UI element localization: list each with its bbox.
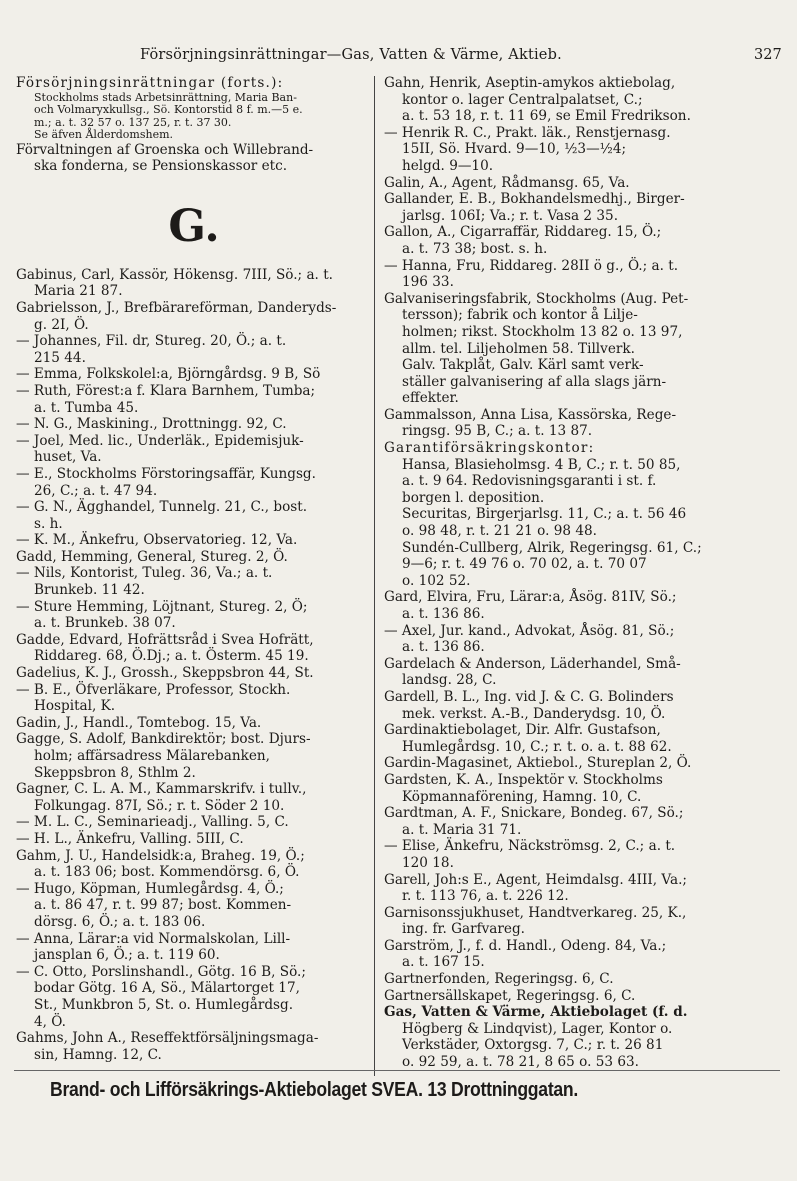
directory-line: s. h. (34, 515, 63, 532)
directory-line: ing. fr. Garfvareg. (402, 921, 525, 938)
directory-line: mek. verkst. A.-B., Danderydsg. 10, Ö. (402, 705, 666, 722)
directory-line: Securitas, Birgerjarlsg. 11, C.; a. t. 56 46 (402, 506, 687, 523)
directory-line: Gard, Elvira, Fru, Lärar:a, Åsög. 81IV, Sö.; (384, 589, 677, 606)
page-number: 327 (754, 47, 782, 63)
directory-line: St., Munkbron 5, St. o. Humlegårdsg. (34, 996, 294, 1013)
footer-advertisement: Brand- och Lifförsäkrings-Aktiebolaget SVEA. 13 Drottninggatan. (50, 1079, 579, 1101)
directory-line: — Anna, Lärar:a vid Normalskolan, Lill- (16, 930, 291, 947)
directory-line: helgd. 9—10. (402, 157, 494, 174)
directory-line: 4, Ö. (34, 1013, 66, 1030)
directory-line: g. 2I, Ö. (34, 316, 89, 333)
directory-line: holmen; rikst. Stockholm 13 82 o. 13 97, (402, 323, 683, 340)
directory-line: huset, Va. (34, 449, 102, 466)
directory-line: Högberg & Lindqvist), Lager, Kontor o. (402, 1020, 673, 1037)
directory-line: Gagner, C. L. A. M., Kammarskrifv. i tullv., (16, 781, 307, 798)
directory-line: — H. L., Änkefru, Valling. 5III, C. (16, 830, 244, 847)
directory-line: — B. E., Öfverläkare, Professor, Stockh. (16, 681, 291, 698)
directory-line: — Ruth, Förest:a f. Klara Barnhem, Tumba; (16, 382, 316, 399)
directory-line: a. t. Maria 31 71. (402, 821, 522, 838)
directory-line: jansplan 6, Ö.; a. t. 119 60. (34, 947, 220, 964)
directory-line: — Hanna, Fru, Riddareg. 28II ö g., Ö.; a. t. (384, 257, 679, 274)
directory-line: Köpmannaförening, Hamng. 10, C. (402, 788, 642, 805)
directory-line: o. 98 48, r. t. 21 21 o. 98 48. (402, 523, 597, 540)
directory-line: Galv. Takplåt, Galv. Kärl samt verk- (402, 357, 644, 374)
directory-line: Hospital, K. (34, 698, 116, 715)
directory-line: Garell, Joh:s E., Agent, Heimdalsg. 4III, Va.; (384, 871, 688, 888)
directory-line: G. (168, 200, 220, 252)
directory-line: Brunkeb. 11 42. (34, 582, 145, 599)
directory-line: Skeppsbron 8, Sthlm 2. (34, 764, 196, 781)
directory-line: holm; affärsadress Mälarebanken, (34, 748, 270, 764)
directory-line: — K. M., Änkefru, Observatorieg. 12, Va. (16, 532, 298, 549)
directory-line: a. t. 9 64. Redovisningsgaranti i st. f. (402, 473, 657, 490)
directory-line: — Axel, Jur. kand., Advokat, Åsög. 81, Sö.; (384, 622, 675, 639)
directory-line: Gadelius, K. J., Grossh., Skeppsbron 44, St. (16, 665, 314, 682)
directory-line: Gardinaktiebolaget, Dir. Alfr. Gustafson, (384, 722, 661, 739)
directory-line: Gartnerfonden, Regeringsg. 6, C. (384, 971, 614, 988)
directory-line: dörsg. 6, Ö.; a. t. 183 06. (34, 913, 206, 930)
directory-line: ställer galvanisering af alla slags järn- (402, 373, 667, 390)
directory-line: o. 92 59, a. t. 78 21, 8 65 o. 53 63. (402, 1054, 639, 1071)
directory-line: och Volmaryxkullsg., Sö. Kontorstid 8 f. m.—5 e. (34, 103, 303, 117)
directory-line: Gardin-Magasinet, Aktiebol., Stureplan 2, Ö. (384, 755, 692, 772)
directory-line: Garantiförsäkringskontor: (384, 440, 595, 457)
running-header: Försörjningsinrättningar—Gas, Vatten & Värme, Aktieb. (140, 47, 562, 63)
directory-line: Gabrielsson, J., Brefbärareförman, Danderyds- (16, 299, 337, 316)
directory-line: — G. N., Ägghandel, Tunnelg. 21, C., bost. (16, 499, 308, 516)
directory-line: Se äfven Ålderdomshem. (34, 128, 174, 142)
directory-line: borgen l. deposition. (402, 489, 545, 506)
directory-line: 15II, Sö. Hvard. 9—10, ½3—½4; (402, 141, 627, 158)
directory-line: — Nils, Kontorist, Tuleg. 36, Va.; a. t. (16, 565, 273, 582)
directory-line: Gardelach & Anderson, Läderhandel, Små- (384, 655, 681, 672)
directory-line: Hansa, Blasieholmsg. 4 B, C.; r. t. 50 85, (402, 456, 681, 473)
directory-line: a. t. Brunkeb. 38 07. (34, 615, 176, 632)
directory-line: Gadd, Hemming, General, Stureg. 2, Ö. (16, 548, 288, 565)
directory-line: a. t. Tumba 45. (34, 399, 139, 416)
directory-line: — M. L. C., Seminarieadj., Valling. 5, C. (16, 814, 289, 831)
left-column (16, 75, 372, 1063)
directory-line: Gardell, B. L., Ing. vid J. & C. G. Bolinders (384, 688, 674, 705)
directory-line: Gadin, J., Handl., Tomtebog. 15, Va. (16, 714, 262, 731)
directory-line: Gagge, S. Adolf, Bankdirektör; bost. Djurs- (16, 731, 311, 748)
directory-line: Verkstäder, Oxtorgsg. 7, C.; r. t. 26 81 (402, 1037, 664, 1054)
directory-line: Gammalsson, Anna Lisa, Kassörska, Rege- (384, 406, 677, 423)
directory-line: ska fonderna, se Pensionskassor etc. (34, 158, 288, 175)
directory-line: a. t. 86 47, r. t. 99 87; bost. Kommen- (34, 897, 292, 914)
directory-line: 9—6; r. t. 49 76 o. 70 02, a. t. 70 07 (402, 556, 647, 573)
column-divider (374, 76, 375, 1076)
directory-line: Garnisonssjukhuset, Handtverkareg. 25, K., (384, 904, 687, 921)
directory-line: Stockholms stads Arbetsinrättning, Maria Ban- (34, 90, 297, 104)
directory-line: — Hugo, Köpman, Humlegårdsg. 4, Ö.; (16, 880, 284, 897)
directory-line: jarlsg. 106I; Va.; r. t. Vasa 2 35. (402, 207, 619, 224)
directory-line: a. t. 53 18, r. t. 11 69, se Emil Fredrikson. (402, 108, 691, 125)
directory-line: allm. tel. Liljeholmen 58. Tillverk. (402, 340, 635, 357)
directory-line: bodar Götg. 16 A, Sö., Mälartorget 17, (34, 980, 300, 997)
directory-line: — N. G., Maskining., Drottningg. 92, C. (16, 416, 287, 433)
directory-line: Humlegårdsg. 10, C.; r. t. o. a. t. 88 62. (402, 738, 672, 755)
directory-line: — Joel, Med. lic., Underläk., Epidemisjuk- (16, 432, 304, 449)
directory-line: 196 33. (402, 274, 454, 291)
directory-line: 215 44. (34, 349, 86, 366)
directory-line: a. t. 73 38; bost. s. h. (402, 240, 548, 257)
directory-line: 26, C.; a. t. 47 94. (34, 482, 158, 499)
directory-line: 120 18. (402, 854, 454, 871)
footer-rule (14, 1070, 780, 1071)
right-column (384, 75, 778, 1071)
directory-line: Gallander, E. B., Bokhandelsmedhj., Birger- (384, 191, 685, 208)
directory-line: — Henrik R. C., Prakt. läk., Renstjernasg. (384, 124, 671, 141)
directory-line: a. t. 183 06; bost. Kommendörsg. 6, Ö. (34, 864, 300, 881)
directory-line: Galvaniseringsfabrik, Stockholms (Aug. Pet- (384, 290, 689, 307)
directory-line: m.; a. t. 32 57 o. 137 25, r. t. 37 30. (34, 115, 232, 129)
directory-line: o. 102 52. (402, 572, 471, 589)
directory-line: Gahn, Henrik, Aseptin-amykos aktiebolag, (384, 75, 676, 91)
directory-line: Riddareg. 68, Ö.Dj.; a. t. Österm. 45 19. (34, 648, 309, 665)
directory-line: — Sture Hemming, Löjtnant, Stureg. 2, Ö; (16, 598, 308, 615)
directory-line: Förvaltningen af Groenska och Willebrand- (16, 141, 314, 158)
directory-line: Garström, J., f. d. Handl., Odeng. 84, Va.; (384, 937, 667, 954)
directory-line: — Johannes, Fil. dr, Stureg. 20, Ö.; a. t. (16, 333, 287, 350)
directory-line: Gallon, A., Cigarraffär, Riddareg. 15, Ö.; (384, 224, 662, 241)
directory-line: ringsg. 95 B, C.; a. t. 13 87. (402, 423, 593, 440)
directory-line: a. t. 136 86. (402, 639, 485, 656)
directory-line: r. t. 113 76, a. t. 226 12. (402, 888, 569, 905)
directory-line: Maria 21 87. (34, 283, 123, 300)
directory-line: Gahm, J. U., Handelsidk:a, Braheg. 19, Ö.; (16, 847, 305, 864)
directory-line: Gabinus, Carl, Kassör, Hökensg. 7III, Sö.; a. t. (16, 266, 333, 283)
directory-line: kontor o. lager Centralpalatset, C.; (402, 91, 643, 108)
directory-line: landsg. 28, C. (402, 672, 497, 689)
directory-line: — E., Stockholms Förstoringsaffär, Kungsg. (16, 465, 316, 482)
directory-line: tersson); fabrik och kontor å Lilje- (402, 307, 638, 324)
directory-line: Försörjningsinrättningar (forts.): (16, 75, 284, 91)
directory-line: Folkungag. 87I, Sö.; r. t. Söder 2 10. (34, 797, 285, 814)
directory-line: — Emma, Folkskolel:a, Björngårdsg. 9 B, Sö (16, 366, 321, 383)
directory-line: — Elise, Änkefru, Näckströmsg. 2, C.; a. t. (384, 838, 676, 855)
directory-line: Gahms, John A., Reseffektförsäljningsmaga- (16, 1030, 319, 1047)
directory-line: a. t. 167 15. (402, 954, 485, 971)
directory-line: — C. Otto, Porslinshandl., Götg. 16 B, Sö.; (16, 963, 306, 980)
directory-line: Galin, A., Agent, Rådmansg. 65, Va. (384, 174, 630, 191)
directory-line: effekter. (402, 390, 459, 407)
directory-line: Gartnersällskapet, Regeringsg. 6, C. (384, 987, 636, 1004)
directory-line: a. t. 136 86. (402, 606, 485, 622)
directory-line: sin, Hamng. 12, C. (34, 1046, 162, 1063)
directory-line: Gadde, Edvard, Hofrättsråd i Svea Hofrätt, (16, 631, 314, 648)
directory-line: Sundén-Cullberg, Alrik, Regeringsg. 61, C.; (402, 539, 702, 556)
directory-line: Gardsten, K. A., Inspektör v. Stockholms (384, 771, 663, 788)
directory-line: Gardtman, A. F., Snickare, Bondeg. 67, Sö.; (384, 805, 684, 822)
directory-line: Gas, Vatten & Värme, Aktiebolaget (f. d. (384, 1004, 688, 1021)
